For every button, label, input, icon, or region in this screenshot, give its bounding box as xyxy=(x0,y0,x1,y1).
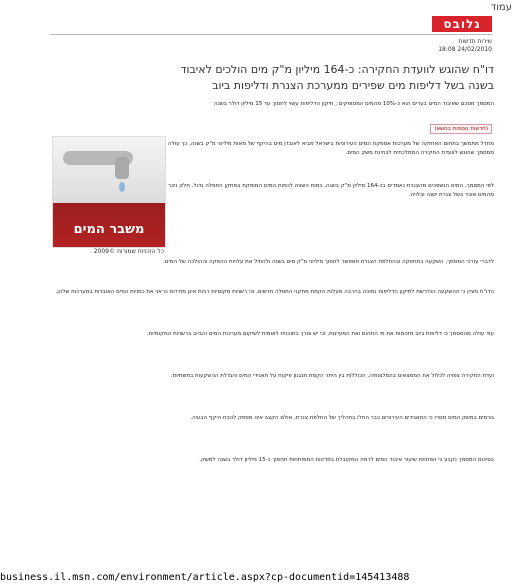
globes-logo[interactable]: גלובס xyxy=(432,16,492,32)
headline-line-2: בשנה בשל דליפות מים שפירים ממערכת הצנרת ודליפות ביוב xyxy=(212,79,494,92)
article-paragraph: ועדת החקירה צפויה לכלול את הממצאים בהמלצותיה, הכוללות בין היתר הקמת מנגנון פיקוח על תאגידי המים והגדלת ההשקעות בתשתיות. xyxy=(170,373,494,379)
faucet-icon xyxy=(53,137,165,203)
water-crisis-image xyxy=(52,136,166,248)
image-credit: כל הזכויות שמורות ©2009 xyxy=(93,248,164,255)
article-paragraph: בסיכום המסמך נקבע כי הפחתת שיעור איבוד המים לרמה המקובלת במדינות המפותחות תחסוך כ-15 מיליון דולר בשנה למשק. xyxy=(199,457,494,463)
article-paragraph: עוד עולה מהמסמך כי דליפות ביוב מזהמות את מי התהום ואת המעיינות, וכי יש צורך בתוכנית לאומית לשיקום מערכות המים והביוב ברשויות המקומיות. xyxy=(146,331,494,337)
article-subhead: המסמך מסכם שאיבוד המים בערים הוא כ-10% מהמים המסופקים ; תיקון הדליפות עשוי לחסוך עד 15 מיליון דולר בשנה xyxy=(214,101,494,107)
article-date: 18:08 24/02/2010 xyxy=(438,46,492,53)
section-label: שירות חדשות xyxy=(458,38,492,45)
page-label: עמוד xyxy=(490,2,512,13)
article-headline xyxy=(50,62,494,94)
article-paragraph: מחדל מתמשך בתחום האחזקה של מערכות אספקת המים העירוניות בישראל מביא לאובדן מים בהיקף של מאות מיליוני מ"ק בשנה, כך עולה ממסמך שהוגש לוועדת החקירה הממלכתית לבחינת משק המים. xyxy=(168,141,494,156)
page-url: business.il.msn.com/environment/article.aspx?cp-documentid=145413488 xyxy=(0,572,410,583)
image-caption: משבר המים xyxy=(73,222,145,237)
article-paragraph: גורמים במשק המים מסרו כי התאגידים העירוניים כבר החלו בתהליך של החלפת צנרת, אולם הקצב אינו מספק לנוכח היקף הבעיה. xyxy=(190,415,494,421)
header-divider xyxy=(50,34,492,35)
related-news-link[interactable]: (חדשות נוספות בנושא) xyxy=(430,124,492,134)
article-paragraph: הדו"ח מציין כי ההשקעה הנדרשת לתיקון הדליפות נמוכה בהרבה מעלות הקמת מתקני התפלה חדשים, וכי רשויות מקומיות רבות אינן מודדות כראוי את כמויות המים האובדות במערכות שלהן. xyxy=(55,289,494,295)
article-paragraph: לדברי עורכי המסמך, השקעה בתחזוקה ובהחלפת הצנרת תאפשר לחסוך מיליוני מ"ק מים בשנה ולהוזיל את עלויות ההפקה וההולכה של המים. xyxy=(163,259,494,265)
headline-line-1: דו"ח שהוגש לוועדת החקירה: כ-164 מיליון מ"ק מים הולכים לאיבוד xyxy=(180,63,494,76)
article-paragraph: לפי המסמך, המים הנשפכים מהצנרת נאמדים בכ-164 מיליון מ"ק בשנה, כמות השווה לכמות המים המופקת במתקן התפלה גדול. חלק ניכר מהמים אובד בשל צנרת ישנה ובלויה. xyxy=(168,183,494,198)
